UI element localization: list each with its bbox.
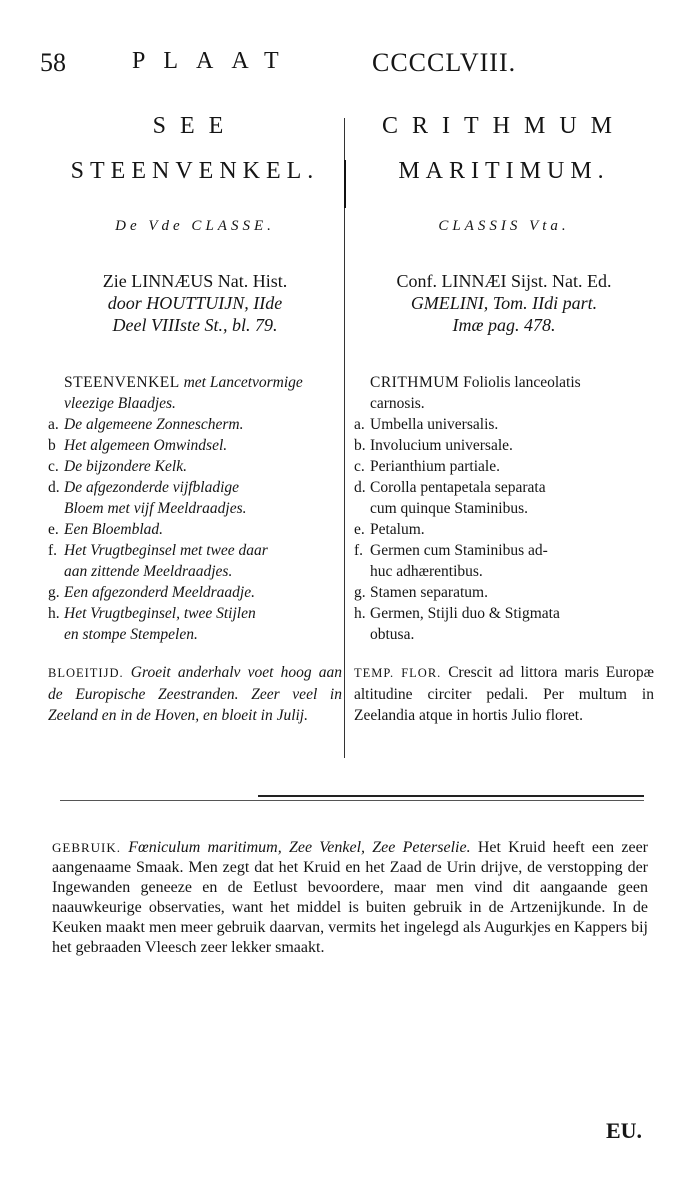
list-item-label [48, 393, 64, 414]
list-item-text [64, 540, 342, 561]
page-number: 58 [40, 48, 66, 77]
right-reference-line: Imæ pag. 478. [452, 315, 556, 335]
list-item [354, 477, 654, 498]
list-item-body: met Lancetvormige [183, 374, 303, 391]
list-item-text [64, 498, 342, 519]
list-item-text [64, 456, 342, 477]
list-item-body: obtusa. [370, 626, 415, 643]
left-reference-line: door HOUTTUIJN, IIde [107, 293, 283, 313]
list-item-text [64, 582, 342, 603]
list-item [354, 435, 654, 456]
list-item-label [354, 624, 370, 645]
left-flowering-text: Groeit anderhalv voet hoog aan de Europische Zeestranden. Zeer veel in Zeeland en in de Hoven, en bloeit in Julij. [48, 664, 342, 724]
list-item-head: CRITHMUM [370, 374, 460, 391]
list-item-text [64, 435, 342, 456]
usage-head: GEBRUIK. [52, 840, 122, 855]
list-item-label: b [48, 437, 56, 454]
list-item-body: Een Bloemblad. [64, 521, 164, 538]
left-class-line: De Vde CLASSE. [115, 218, 275, 234]
list-item-text [370, 519, 654, 540]
list-item-text [370, 624, 654, 645]
right-reference [354, 270, 654, 336]
list-item-head: STEENVENKEL [64, 374, 180, 391]
list-item-label: h. [48, 605, 60, 622]
left-reference-line: Zie LINNÆUS Nat. Hist. [102, 271, 288, 291]
list-item-label [354, 561, 370, 582]
list-item-body: Bloem met vijf Meeldraadjes. [64, 500, 247, 517]
list-item-body: cum quinque Staminibus. [370, 500, 529, 517]
list-item-text [64, 393, 342, 414]
list-item-label: b. [354, 437, 366, 454]
list-item [48, 519, 342, 540]
list-item [48, 498, 342, 519]
list-item-text [370, 498, 654, 519]
left-flowering-paragraph [48, 662, 342, 726]
usage-text: Het Kruid heeft een zeer aangenaame Smaak. Men zegt dat het Kruid en het Zaad de Urin drijve, de verstopping der Ingewanden geneeze en de Eetlust bevoordere, maar men vind dit aangaande geen naauwkeurige observaties, want het middel is buiten gebruik in de Artzenijkunde. In de Keuken maakt men meer gebruik daarvan, vermits het ingelegd als Augurkjes en Kappers bij het gebraaden Vleesch zeer lekker smaakt. [52, 839, 648, 956]
list-item-label [354, 393, 370, 414]
list-item-label [48, 561, 64, 582]
list-item [48, 414, 342, 435]
list-item [354, 561, 654, 582]
list-item-body: De algemeene Zonnescherm. [64, 416, 244, 433]
right-flowering-text: Crescit ad littora maris Europæ altitudine circiter pedali. Per multum in Zeelandia atque in hortis Julio floret. [354, 664, 655, 724]
list-item-text [370, 393, 654, 414]
list-item-label: f. [48, 542, 58, 559]
list-item-body: Het Vrugtbeginsel met twee daar [64, 542, 268, 559]
list-item-body: Germen, Stijli duo & Stigmata [370, 605, 560, 622]
list-item-body: De bijzondere Kelk. [64, 458, 187, 475]
list-item-text [64, 414, 342, 435]
list-item-label [354, 498, 370, 519]
list-item-text [370, 561, 654, 582]
right-title-line2: MARITIMUM. [398, 158, 610, 184]
list-item-text [370, 603, 654, 624]
list-item-body: Umbella universalis. [370, 416, 499, 433]
list-item-text [370, 540, 654, 561]
list-item-label [354, 372, 370, 393]
list-item-text [64, 624, 342, 645]
left-title-line1: SEE [152, 113, 238, 139]
list-item-text [370, 582, 654, 603]
list-item-text [370, 372, 654, 393]
list-item [354, 393, 654, 414]
list-item-body: carnosis. [370, 395, 425, 412]
list-item-body: Germen cum Staminibus ad- [370, 542, 548, 559]
right-reference-line: Conf. LINNÆI Sijst. Nat. Ed. [396, 271, 612, 291]
list-item-label [48, 498, 64, 519]
list-item [48, 393, 342, 414]
list-item-label: h. [354, 605, 366, 622]
list-item-body: Een afgezonderd Meeldraadje. [64, 584, 255, 601]
left-flowering-head: BLOEITIJD. [48, 666, 124, 680]
list-item-label: c. [48, 458, 59, 475]
list-item-body: Corolla pentapetala separata [370, 479, 546, 496]
list-item [48, 372, 342, 393]
list-item [48, 540, 342, 561]
list-item-body: Involucium universale. [370, 437, 513, 454]
list-item-text [370, 477, 654, 498]
list-item [354, 624, 654, 645]
list-item [354, 456, 654, 477]
list-item-text [370, 435, 654, 456]
list-item [354, 519, 654, 540]
list-item [354, 582, 654, 603]
list-item [354, 414, 654, 435]
left-part-list [48, 372, 342, 645]
right-class-line: CLASSIS Vta. [438, 218, 570, 234]
list-item [48, 582, 342, 603]
list-item-text [64, 603, 342, 624]
list-item-label: d. [354, 479, 366, 496]
section-rule-thin [60, 800, 644, 801]
left-title-line2: STEENVENKEL. [70, 158, 320, 184]
list-item [48, 456, 342, 477]
right-flowering-paragraph [354, 662, 654, 726]
list-item-text [64, 519, 342, 540]
left-reference [48, 270, 342, 336]
list-item-text [370, 456, 654, 477]
list-item-label: e. [48, 521, 59, 538]
list-item [354, 498, 654, 519]
list-item [48, 624, 342, 645]
column-divider-mark [344, 160, 346, 208]
list-item [354, 372, 654, 393]
list-item-text [64, 561, 342, 582]
list-item [48, 561, 342, 582]
list-item [48, 477, 342, 498]
list-item-label: g. [48, 584, 60, 601]
list-item-body: Petalum. [370, 521, 425, 538]
list-item-label: c. [354, 458, 365, 475]
section-rule [258, 795, 644, 797]
list-item-body: vleezige Blaadjes. [64, 395, 176, 412]
list-item-label: a. [354, 416, 365, 433]
list-item-body: Het Vrugtbeginsel, twee Stijlen [64, 605, 256, 622]
right-flowering-head: TEMP. FLOR. [354, 666, 442, 680]
list-item-label: e. [354, 521, 365, 538]
list-item [354, 540, 654, 561]
right-part-list [354, 372, 654, 645]
list-item-body: huc adhærentibus. [370, 563, 483, 580]
right-reference-line: GMELINI, Tom. IIdi part. [410, 293, 598, 313]
right-title-line1: CRITHMUM [381, 113, 626, 139]
usage-paragraph [52, 838, 648, 958]
list-item-text [370, 414, 654, 435]
list-item-body: De afgezonderde vijfbladige [64, 479, 240, 496]
list-item-label: f. [354, 542, 364, 559]
list-item-body: Perianthium partiale. [370, 458, 500, 475]
list-item-text [64, 477, 342, 498]
list-item-label: a. [48, 416, 59, 433]
list-item-label: g. [354, 584, 366, 601]
list-item-label: d. [48, 479, 60, 496]
list-item-body: aan zittende Meeldraadjes. [64, 563, 233, 580]
plate-number: CCCCLVIII. [372, 48, 517, 77]
list-item [48, 435, 342, 456]
list-item-body: Foliolis lanceolatis [463, 374, 581, 391]
list-item-label [48, 372, 64, 393]
left-reference-line: Deel VIIIste St., bl. 79. [112, 315, 278, 335]
list-item-body: Het algemeen Omwindsel. [64, 437, 228, 454]
list-item [48, 603, 342, 624]
column-divider [344, 118, 345, 758]
list-item-text [64, 372, 342, 393]
list-item [354, 603, 654, 624]
usage-italic-names: Fœniculum maritimum, Zee Venkel, Zee Peterselie. [128, 839, 471, 856]
list-item-body: en stompe Stempelen. [64, 626, 198, 643]
signature-mark: EU. [606, 1118, 643, 1143]
plate-heading: PLAAT [132, 48, 297, 74]
list-item-label [48, 624, 64, 645]
list-item-body: Stamen separatum. [370, 584, 488, 601]
